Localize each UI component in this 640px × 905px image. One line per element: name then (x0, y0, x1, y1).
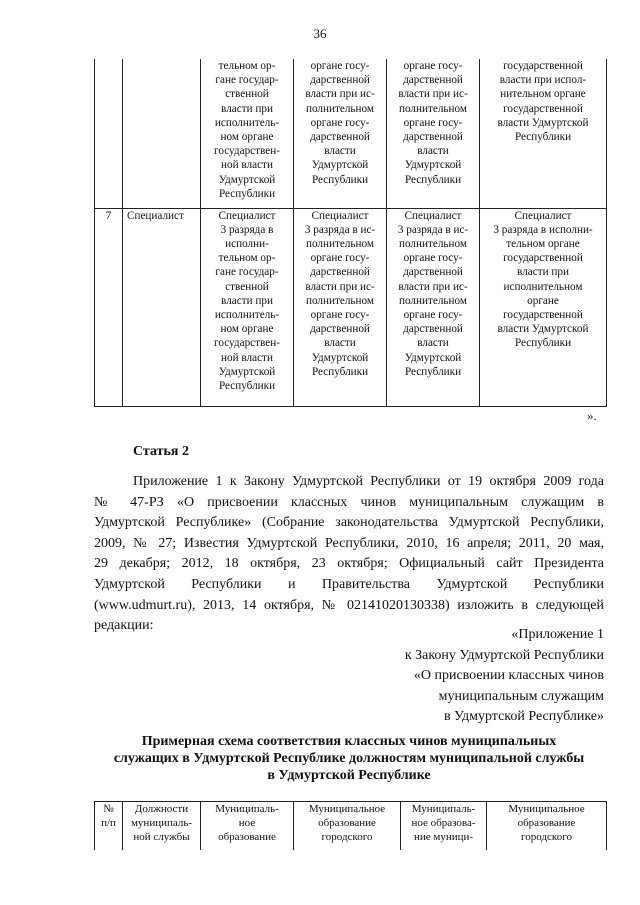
cell-text-line: исполнитель- (214, 308, 280, 321)
cell-text-line: дарственной (310, 74, 370, 87)
cell-text-line: власти при (517, 266, 569, 279)
cell-text-line: власти Удмуртской (497, 116, 589, 129)
cell-text-line: государствен- (214, 337, 280, 350)
cell-text-line: Республики (404, 365, 462, 378)
cell-text-line: ственной (225, 88, 269, 101)
cell-text-line: Специалист (404, 209, 462, 222)
scheme-title-line: в Удмуртской Республике (267, 768, 431, 783)
cell-text-line: исполни- (225, 237, 269, 250)
cell-text-line: дарственной (403, 266, 463, 279)
cell-text-line: Муниципальное (508, 803, 585, 815)
paragraph-line: Удмуртской Республики и Правительства Удмуртской Республики (94, 576, 604, 592)
cell-text-line: 3 разряда в ис- (397, 223, 469, 236)
cell-text-line: Специалист (311, 209, 369, 222)
cell-col2 (294, 208, 387, 406)
cell-text-line: 3 разряда в ис- (304, 223, 376, 236)
cell-text-line: Специалист (514, 209, 572, 222)
table-row (95, 59, 607, 208)
scheme-title-line: Примерная схема соответствия классных чинов муниципальных (141, 734, 557, 749)
cell-text-line: ственной (225, 280, 269, 293)
cell-text-line: ной службы (133, 831, 190, 844)
appendix-line: муниципальным служащим (438, 688, 604, 704)
cell-text-line: органе госу- (403, 60, 463, 72)
closing-quote: ». (587, 408, 597, 423)
cell-text-line: образование (318, 817, 376, 830)
cell-text-line: тельном ор- (218, 60, 276, 72)
cell-text-line: Удмуртской (311, 351, 369, 364)
table-row (95, 208, 607, 406)
paragraph-line: 2009, № 27; Известия Удмуртской Республики, 2010, 16 апреля; 2011, 20 мая, (94, 535, 604, 551)
cell-text-line: органе (527, 294, 559, 307)
cell-text-line: дарственной (310, 323, 370, 336)
cell-text-line: органе госу- (403, 116, 463, 129)
cell-text-line: ной власти (221, 159, 273, 172)
cell-text-line: власти при ис- (398, 88, 468, 101)
cell-text-line: государствен- (214, 145, 280, 158)
cell-text-line: Муниципальное (308, 803, 386, 815)
appendix-line: «Приложение 1 (511, 627, 604, 642)
page-number: 36 (313, 26, 327, 41)
cell-text-line: власти (417, 337, 449, 350)
article-title: Статья 2 (133, 444, 189, 459)
cell-text-line: власти при ис- (398, 280, 468, 293)
cell-text-line: дарственной (403, 131, 463, 144)
cell-text-line: 3 разряда в исполни- (493, 223, 593, 236)
cell-text-line: Должности (134, 803, 189, 815)
paragraph-line: № 47-РЗ «О присвоении классных чинов муниципальным служащим в (94, 494, 604, 510)
scheme-title-line: служащих в Удмуртской Республике должностям муниципальной службы (113, 751, 585, 766)
cell-text-line: дарственной (310, 131, 370, 144)
cell-text-line: Удмуртской (311, 159, 369, 172)
cell-text-line: органе госу- (403, 308, 463, 321)
cell-text-line: городского (321, 831, 373, 844)
cell-text-line: органе госу- (310, 308, 370, 321)
cell-text-line: органе госу- (310, 252, 370, 265)
cell-text-line: Удмуртской (404, 159, 462, 172)
cell-col1 (201, 59, 294, 208)
cell-text-line: Республики (514, 337, 572, 350)
cell-text-line: власти Удмуртской (497, 323, 589, 336)
cell-text-line: власти при ис- (305, 88, 375, 101)
cell-num: 7 (95, 208, 123, 406)
cell-col4 (480, 208, 607, 406)
cell-text-line: Республики (218, 379, 276, 392)
cell-text-line: исполнительном (503, 280, 583, 293)
cell-text-line: полнительном (306, 102, 374, 115)
header-urban-entity (294, 802, 401, 850)
cell-text-line: государственной (503, 252, 583, 265)
cell-text-line: органе госу- (310, 116, 370, 129)
paragraph-line: Удмуртской Республике» (Собрание законодательства Удмуртской Республики, (94, 515, 604, 531)
cell-text-line: власти при испол- (499, 74, 587, 87)
cell-title (123, 59, 201, 208)
cell-text-line: ное образова- (411, 817, 476, 830)
cell-text-line: гане государ- (215, 74, 279, 87)
paragraph-line: (www.udmurt.ru), 2013, 14 октября, № 02141020130338) изложить в следующей (94, 597, 604, 613)
classification-table (94, 59, 607, 407)
cell-text-line: власти (417, 145, 449, 158)
appendix-line: «О присвоении классных чинов (413, 668, 604, 684)
cell-text-line: Республики (404, 173, 462, 186)
cell-text-line: Республики (218, 187, 276, 200)
cell-text-line: образование (218, 831, 276, 844)
header-num (95, 802, 123, 850)
cell-text-line: тельном ор- (218, 252, 276, 265)
cell-text-line: ной власти (221, 351, 273, 364)
cell-text-line: власти при ис- (305, 280, 375, 293)
cell-col2 (294, 59, 387, 208)
cell-text-line: власти (324, 337, 356, 350)
cell-col1 (201, 208, 294, 406)
cell-text-line: ном органе (220, 323, 274, 336)
cell-text-line: Удмуртской (404, 351, 462, 364)
cell-text-line: органе госу- (403, 252, 463, 265)
cell-text-line: исполнитель- (214, 116, 280, 129)
cell-text-line: Республики (311, 173, 369, 186)
cell-text-line: 3 разряда в (220, 223, 274, 236)
cell-text-line: власти при (221, 294, 273, 307)
cell-text-line: Республики (514, 131, 572, 144)
table-header-row (95, 802, 607, 850)
cell-text-line: муниципаль- (130, 817, 193, 830)
cell-text-line: ном органе (220, 131, 274, 144)
cell-text-line: полнительном (306, 294, 374, 307)
cell-text-line: Удмуртской (218, 173, 276, 186)
cell-text-line: ние муници- (413, 831, 474, 844)
cell-text-line: образование (517, 817, 576, 830)
paragraph-line: редакции: (94, 618, 154, 634)
cell-text-line: п/п (101, 817, 116, 830)
paragraph-line: Приложение 1 к Закону Удмуртской Республики от 19 октября 2009 года (133, 474, 604, 489)
cell-text-line: дарственной (403, 323, 463, 336)
cell-text-line: Муниципаль- (215, 803, 279, 815)
cell-text-line: полнительном (306, 237, 374, 250)
cell-text-line: полнительном (399, 102, 467, 115)
appendix-line: в Удмуртской Республике» (443, 709, 604, 725)
cell-text-line: тельном органе (506, 237, 580, 250)
scheme-title (94, 733, 604, 784)
cell-col3 (387, 59, 480, 208)
cell-text-line: органе госу- (310, 60, 370, 72)
cell-text-line: Специалист (218, 209, 276, 222)
cell-text-line: Удмуртской (218, 365, 276, 378)
cell-text-line: власти (324, 145, 356, 158)
cell-text-line: государственной (503, 60, 583, 72)
cell-col3 (387, 208, 480, 406)
cell-text-line: полнительном (399, 237, 467, 250)
cell-text-line: городского (521, 831, 572, 844)
appendix-line: к Закону Удмуртской Республики (404, 647, 604, 663)
cell-text-line: Муниципаль- (411, 803, 476, 815)
scheme-table (94, 801, 607, 850)
cell-text-line: № (103, 803, 114, 815)
paragraph-line: 29 декабря; 2012, 18 октября, 23 октября; Официальный сайт Президента (94, 556, 604, 572)
cell-text-line: ное (238, 817, 256, 830)
header-municipal-entity-2 (401, 802, 487, 850)
cell-text-line: государственной (503, 308, 583, 321)
cell-num (95, 59, 123, 208)
cell-text-line: Республики (311, 365, 369, 378)
cell-title: Специалист (123, 208, 201, 406)
cell-text-line: полнительном (399, 294, 467, 307)
cell-text-line: гане государ- (215, 266, 279, 279)
header-municipal-entity (201, 802, 294, 850)
cell-col4 (480, 59, 607, 208)
header-urban-entity-2 (487, 802, 607, 850)
article-paragraph (94, 472, 604, 637)
header-positions (123, 802, 201, 850)
cell-text-line: нительном органе (500, 88, 586, 101)
cell-text-line: дарственной (310, 266, 370, 279)
cell-text-line: власти при (221, 102, 273, 115)
cell-text-line: государственной (503, 102, 583, 115)
cell-text-line: дарственной (403, 74, 463, 87)
appendix-reference (405, 625, 604, 728)
